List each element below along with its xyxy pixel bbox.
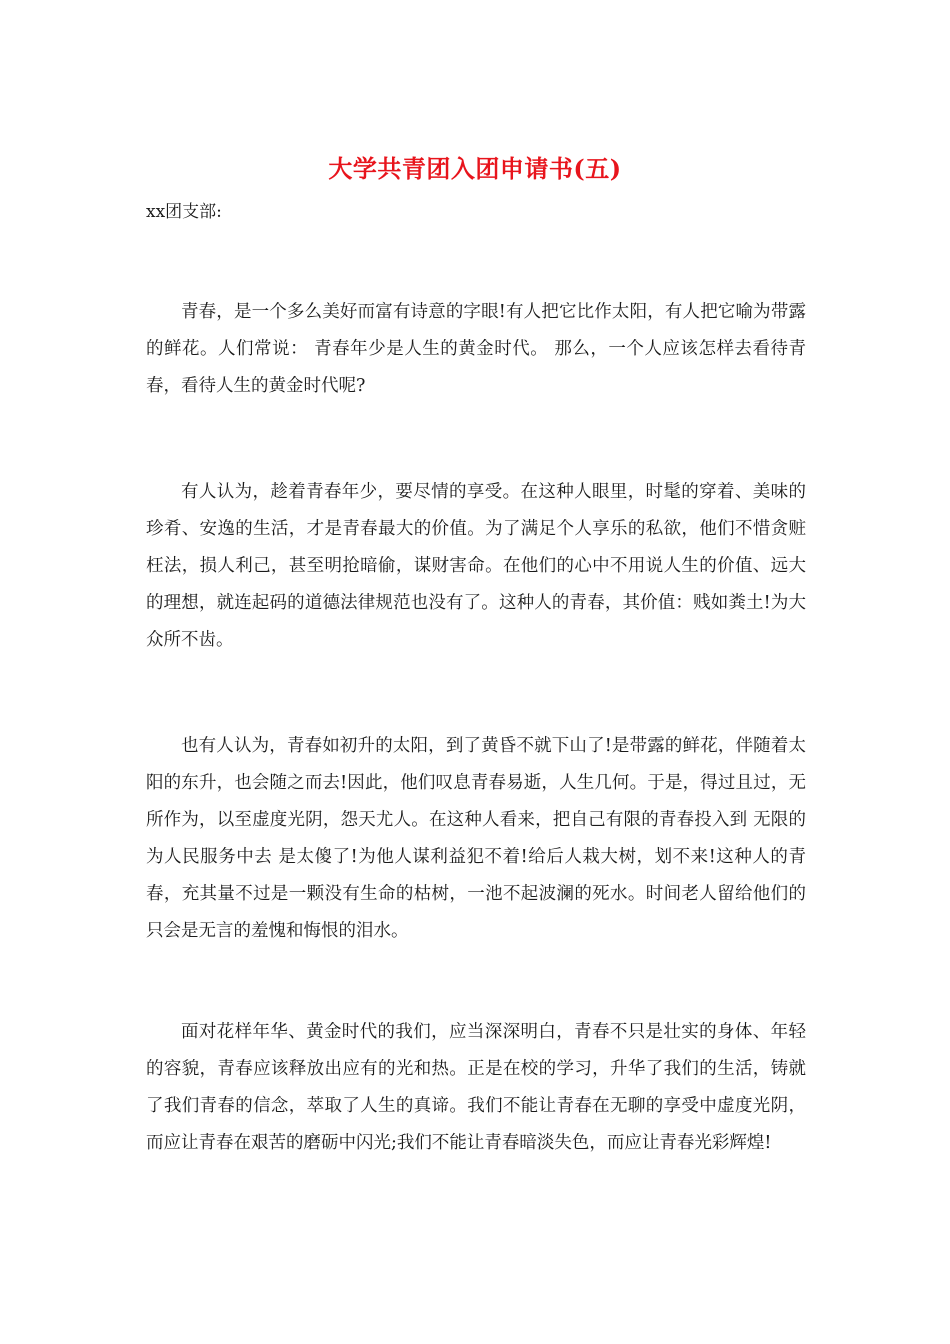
- paragraph-4: 面对花样年华、黄金时代的我们，应当深深明白，青春不只是壮实的身体、年轻的容貌，青春应该释放出应有的光和热。正是在校的学习，升华了我们的生活，铸就了我们青春的信念，萃取了人生的真谛。我们不能让青春在无聊的享受中虚度光阴，而应让青春在艰苦的磨砺中闪光;我们不能让青春暗淡失色，而应让青春光彩辉煌!: [146, 1022, 806, 1153]
- paragraph-3: 也有人认为，青春如初升的太阳，到了黄昏不就下山了!是带露的鲜花，伴随着太阳的东升，也会随之而去!因此，他们叹息青春易逝，人生几何。于是，得过且过，无所作为，以至虚度光阴，怨天尤人。在这种人看来，把自己有限的青春投入到 无限的为人民服务中去 是太傻了!为他人谋利益犯不着!给后人栽大树，划不来!这种人的青春，充其量不过是一颗没有生命的枯树，一池不起波澜的死水。时间老人留给他们的只会是无言的羞愧和悔恨的泪水。: [146, 736, 806, 941]
- document-title: 大学共青团入团申请书(五): [328, 154, 622, 183]
- paragraph-1: 青春，是一个多么美好而富有诗意的字眼!有人把它比作太阳，有人把它喻为带露的鲜花。人们常说： 青春年少是人生的黄金时代。 那么，一个人应该怎样去看待青春，看待人生的黄金时代呢?: [146, 302, 806, 396]
- salutation: xx团支部:: [146, 202, 222, 222]
- paragraph-2: 有人认为，趁着青春年少，要尽情的享受。在这种人眼里，时髦的穿着、美味的珍肴、安逸的生活，才是青春最大的价值。为了满足个人享乐的私欲，他们不惜贪赃枉法，损人利己，甚至明抢暗偷，谋财害命。在他们的心中不用说人生的价值、远大的理想，就连起码的道德法律规范也没有了。这种人的青春，其价值：贱如粪土!为大众所不齿。: [146, 482, 806, 650]
